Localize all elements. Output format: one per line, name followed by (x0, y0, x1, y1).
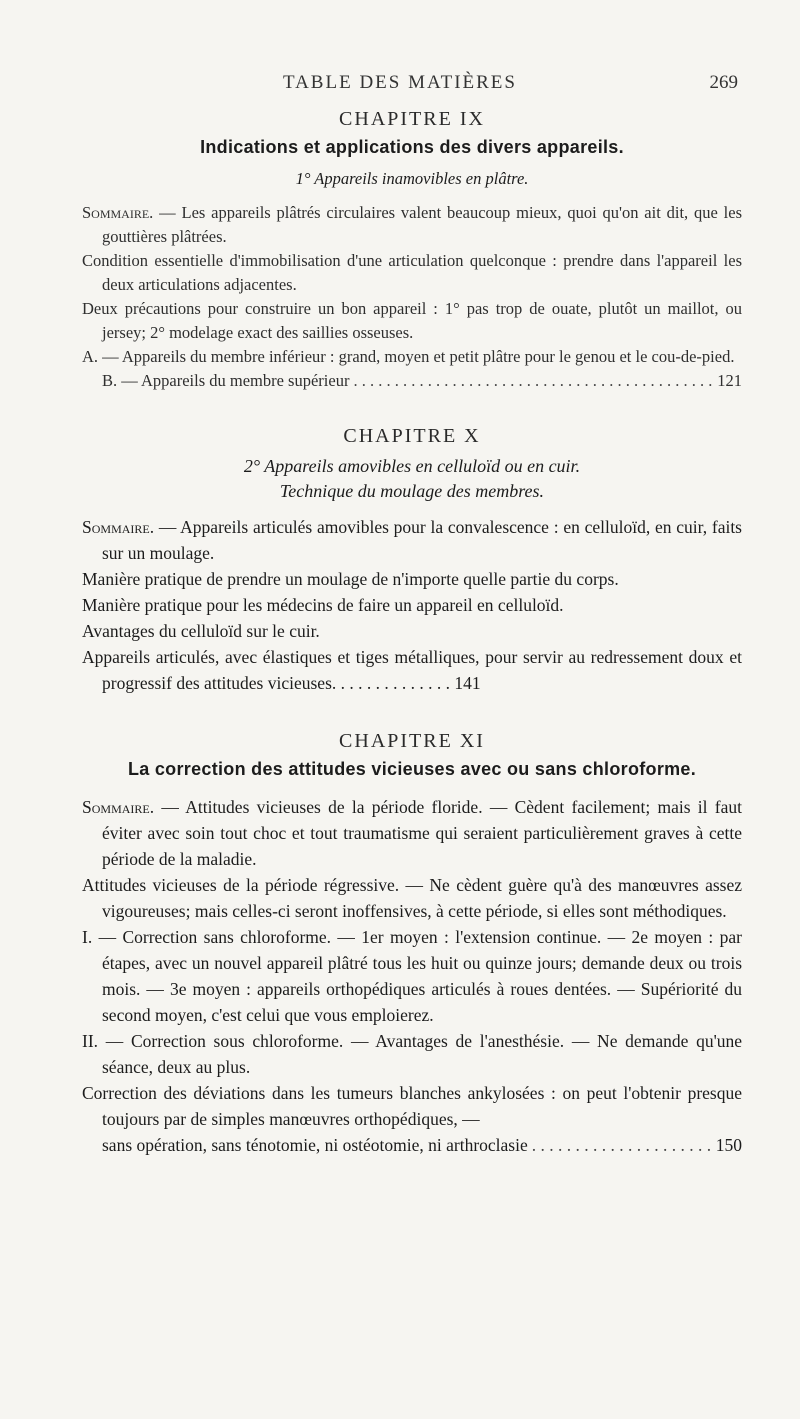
dot-leader: . . . . . . . . . . . . . . (331, 673, 455, 693)
summary-line (82, 201, 742, 249)
chapter-label: CHAPITRE X (343, 425, 481, 447)
page-number: 269 (709, 72, 738, 93)
summary-line: Deux précautions pour construire un bon appareil : 1° pas trop de ouate, plutôt un maillot, ou jersey; 2° modelage exact des saillies osseuses. (82, 299, 742, 342)
summary-text: — Appareils articulés amovibles pour la convalescence : en celluloïd, en cuir, faits sur un moulage. (102, 517, 742, 563)
chapter-xi (82, 730, 742, 1158)
entry-text: Appareils articulés, avec élastiques et tiges métalliques, pour servir au redressement doux et progressif des attitudes vicieuses (82, 647, 742, 693)
summary-line: I. — Correction sans chloroforme. — 1er moyen : l'extension continue. — 2e moyen : par étapes, avec un nouvel appareil plâtré tous les huit ou quinze jours; demande deux ou trois mois. — 3e moyen : appareils orthopédiques articulés à roues dentées. — Supériorité du second moyen, c'est celui que vous emploierez. (82, 927, 742, 1025)
entry-text: sans opération, sans ténotomie, ni ostéotomie, ni arthroclasie (102, 1135, 528, 1155)
summary-line: Avantages du celluloïd sur le cuir. (82, 621, 320, 641)
toc-entry-final[interactable] (62, 369, 742, 393)
summary-lead: Sommaire. (82, 203, 154, 222)
summary-line: Manière pratique de prendre un moulage de n'importe quelle partie du corps. (82, 569, 619, 589)
summary-line: Attitudes vicieuses de la période régressive. — Ne cèdent guère qu'à des manœuvres assez vigoureuses; mais celles-ci seront inoffensives, à cette période, si elles sont méthodiques. (82, 875, 742, 921)
summary-line: Manière pratique pour les médecins de faire un appareil en celluloïd. (82, 595, 564, 615)
summary-line: A. — Appareils du membre inférieur : grand, moyen et petit plâtre pour le genou et le cou-de-pied. (82, 347, 735, 366)
summary-text: — Attitudes vicieuses de la période floride. — Cèdent facilement; mais il faut éviter avec soin tout choc et tout traumatisme qui seraient particulièrement graves à cette période de la maladie. (102, 797, 742, 869)
summary-line (82, 794, 742, 872)
entry-page: 141 (454, 673, 481, 693)
chapter-label: CHAPITRE IX (339, 108, 485, 130)
chapter-subtitle (82, 166, 742, 191)
summary-line: Correction des déviations dans les tumeurs blanches ankylosées : on peut l'obtenir presque toujours par de simples manœuvres orthopédiques, — (82, 1083, 742, 1129)
summary-lead: Sommaire. (82, 797, 155, 817)
chapter-title: Indications et applications des divers appareils. (200, 137, 624, 157)
chapter-x (82, 425, 742, 696)
chapter-title: La correction des attitudes vicieuses avec ou sans chloroforme. (127, 759, 697, 779)
chapter-subtitle (82, 454, 742, 479)
toc-entry-final[interactable] (82, 644, 742, 696)
summary-line: II. — Correction sous chloroforme. — Avantages de l'anesthésie. — Ne demande qu'une séance, deux au plus. (82, 1031, 742, 1077)
subtitle-text: Technique du moulage des membres. (279, 481, 545, 501)
running-title: TABLE DES MATIÈRES (283, 72, 517, 93)
subtitle-text: 2° Appareils amovibles en celluloïd ou en cuir. (243, 456, 581, 476)
table-of-contents (82, 108, 742, 1158)
entry-text: B. — Appareils du membre supérieur (102, 371, 350, 390)
dot-leader (532, 1132, 712, 1158)
entry-page: 150 (715, 1135, 742, 1155)
summary-line: Condition essentielle d'immobilisation d'une articulation quelconque : prendre dans l'appareil les deux articulations adjacentes. (82, 251, 742, 294)
entry-page: 121 (717, 371, 742, 390)
summary-line (82, 514, 742, 566)
chapter-label: CHAPITRE XI (339, 730, 485, 752)
chapter-ix (82, 108, 742, 393)
summary-lead: Sommaire. (82, 517, 155, 537)
subtitle-text: 1° Appareils inamovibles en plâtre. (295, 169, 529, 188)
summary-text: — Les appareils plâtrés circulaires valent beaucoup mieux, quoi qu'on ait dit, que les gouttières plâtrées. (102, 203, 742, 246)
chapter-subtitle (82, 479, 742, 504)
toc-entry-final[interactable] (62, 1132, 742, 1158)
running-header (0, 72, 800, 96)
dot-leader (353, 369, 713, 393)
